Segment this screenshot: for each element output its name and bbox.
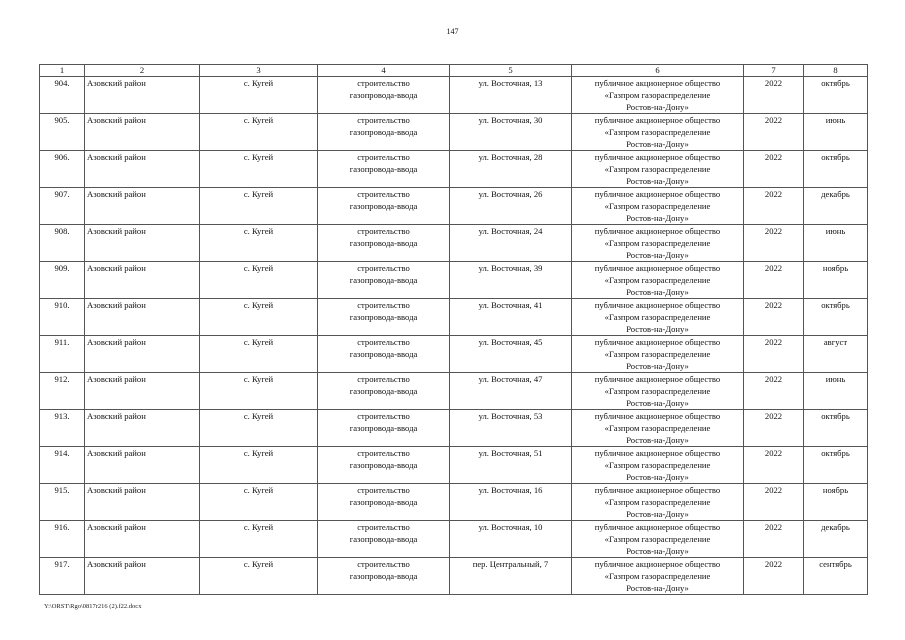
organization-cell-line: «Газпром газораспределение	[604, 571, 711, 581]
address-cell: ул. Восточная, 47	[450, 373, 572, 410]
month-cell: декабрь	[804, 521, 868, 558]
settlement-cell: с. Кугей	[200, 484, 318, 521]
work-type-cell	[318, 151, 450, 188]
address-cell: пер. Центральный, 7	[450, 558, 572, 595]
table-row	[40, 151, 868, 188]
settlement-cell: с. Кугей	[200, 262, 318, 299]
organization-cell-line: «Газпром газораспределение	[604, 497, 711, 507]
year-cell: 2022	[744, 410, 804, 447]
organization-cell	[572, 373, 744, 410]
organization-cell-line: публичное акционерное общество	[594, 300, 721, 310]
organization-cell-line: Ростов-на-Дону»	[626, 176, 689, 186]
work-type-cell	[318, 77, 450, 114]
register-table	[39, 64, 868, 595]
district-cell: Азовский район	[85, 225, 200, 262]
work-type-cell-line: газопровода-ввода	[349, 164, 418, 174]
organization-cell-line: публичное акционерное общество	[594, 411, 721, 421]
organization-cell	[572, 336, 744, 373]
organization-cell-line: Ростов-на-Дону»	[626, 324, 689, 334]
district-cell: Азовский район	[85, 373, 200, 410]
address-cell: ул. Восточная, 28	[450, 151, 572, 188]
organization-cell-line: «Газпром газораспределение	[604, 312, 711, 322]
address-cell: ул. Восточная, 13	[450, 77, 572, 114]
year-cell: 2022	[744, 521, 804, 558]
year-cell: 2022	[744, 225, 804, 262]
district-cell: Азовский район	[85, 114, 200, 151]
table-row	[40, 447, 868, 484]
organization-cell-line: «Газпром газораспределение	[604, 90, 711, 100]
footer-file-path: Y:\ORST\Rgo\0817r216 (2).f22.docx	[44, 603, 142, 610]
address-cell: ул. Восточная, 26	[450, 188, 572, 225]
organization-cell-line: Ростов-на-Дону»	[626, 361, 689, 371]
table-row	[40, 77, 868, 114]
settlement-cell: с. Кугей	[200, 558, 318, 595]
work-type-cell-line: газопровода-ввода	[349, 423, 418, 433]
settlement-cell: с. Кугей	[200, 336, 318, 373]
work-type-cell	[318, 558, 450, 595]
work-type-cell	[318, 299, 450, 336]
work-type-cell-line: строительство	[357, 226, 410, 236]
year-cell: 2022	[744, 151, 804, 188]
organization-cell-line: публичное акционерное общество	[594, 448, 721, 458]
organization-cell-line: «Газпром газораспределение	[604, 201, 711, 211]
address-cell: ул. Восточная, 45	[450, 336, 572, 373]
row-number: 912.	[40, 373, 85, 410]
district-cell: Азовский район	[85, 410, 200, 447]
month-cell: декабрь	[804, 188, 868, 225]
work-type-cell	[318, 373, 450, 410]
column-header-6: 6	[572, 65, 744, 77]
work-type-cell-line: газопровода-ввода	[349, 460, 418, 470]
organization-cell-line: Ростов-на-Дону»	[626, 139, 689, 149]
table-row	[40, 521, 868, 558]
organization-cell	[572, 447, 744, 484]
work-type-cell	[318, 410, 450, 447]
organization-cell	[572, 558, 744, 595]
work-type-cell-line: газопровода-ввода	[349, 275, 418, 285]
year-cell: 2022	[744, 188, 804, 225]
organization-cell-line: Ростов-на-Дону»	[626, 546, 689, 556]
organization-cell-line: Ростов-на-Дону»	[626, 509, 689, 519]
year-cell: 2022	[744, 558, 804, 595]
row-number: 913.	[40, 410, 85, 447]
table-body	[40, 77, 868, 595]
organization-cell-line: «Газпром газораспределение	[604, 127, 711, 137]
work-type-cell	[318, 225, 450, 262]
organization-cell-line: публичное акционерное общество	[594, 374, 721, 384]
row-number: 910.	[40, 299, 85, 336]
row-number: 915.	[40, 484, 85, 521]
month-cell: октябрь	[804, 151, 868, 188]
organization-cell-line: Ростов-на-Дону»	[626, 102, 689, 112]
work-type-cell-line: газопровода-ввода	[349, 571, 418, 581]
organization-cell-line: публичное акционерное общество	[594, 189, 721, 199]
page-number: 147	[446, 27, 459, 36]
row-number: 914.	[40, 447, 85, 484]
address-cell: ул. Восточная, 10	[450, 521, 572, 558]
organization-cell	[572, 151, 744, 188]
organization-cell	[572, 410, 744, 447]
address-cell: ул. Восточная, 24	[450, 225, 572, 262]
organization-cell-line: публичное акционерное общество	[594, 263, 721, 273]
district-cell: Азовский район	[85, 188, 200, 225]
month-cell: июнь	[804, 225, 868, 262]
work-type-cell-line: газопровода-ввода	[349, 127, 418, 137]
column-header-3: 3	[200, 65, 318, 77]
organization-cell-line: «Газпром газораспределение	[604, 423, 711, 433]
row-number: 906.	[40, 151, 85, 188]
work-type-cell-line: строительство	[357, 300, 410, 310]
month-cell: октябрь	[804, 410, 868, 447]
work-type-cell-line: газопровода-ввода	[349, 497, 418, 507]
column-header-4: 4	[318, 65, 450, 77]
district-cell: Азовский район	[85, 336, 200, 373]
settlement-cell: с. Кугей	[200, 299, 318, 336]
year-cell: 2022	[744, 336, 804, 373]
work-type-cell-line: строительство	[357, 522, 410, 532]
year-cell: 2022	[744, 484, 804, 521]
organization-cell	[572, 225, 744, 262]
organization-cell-line: «Газпром газораспределение	[604, 460, 711, 470]
work-type-cell	[318, 188, 450, 225]
organization-cell-line: публичное акционерное общество	[594, 559, 721, 569]
year-cell: 2022	[744, 373, 804, 410]
work-type-cell-line: газопровода-ввода	[349, 238, 418, 248]
district-cell: Азовский район	[85, 262, 200, 299]
work-type-cell-line: строительство	[357, 411, 410, 421]
work-type-cell-line: строительство	[357, 263, 410, 273]
year-cell: 2022	[744, 262, 804, 299]
organization-cell-line: «Газпром газораспределение	[604, 238, 711, 248]
work-type-cell-line: строительство	[357, 374, 410, 384]
table-row	[40, 410, 868, 447]
organization-cell	[572, 299, 744, 336]
year-cell: 2022	[744, 77, 804, 114]
organization-cell-line: публичное акционерное общество	[594, 78, 721, 88]
row-number: 909.	[40, 262, 85, 299]
district-cell: Азовский район	[85, 447, 200, 484]
settlement-cell: с. Кугей	[200, 447, 318, 484]
organization-cell	[572, 77, 744, 114]
month-cell: июнь	[804, 114, 868, 151]
settlement-cell: с. Кугей	[200, 151, 318, 188]
district-cell: Азовский район	[85, 299, 200, 336]
work-type-cell-line: строительство	[357, 337, 410, 347]
row-number: 916.	[40, 521, 85, 558]
work-type-cell-line: газопровода-ввода	[349, 201, 418, 211]
district-cell: Азовский район	[85, 558, 200, 595]
organization-cell	[572, 484, 744, 521]
organization-cell-line: Ростов-на-Дону»	[626, 398, 689, 408]
table-row	[40, 373, 868, 410]
organization-cell-line: «Газпром газораспределение	[604, 534, 711, 544]
organization-cell-line: Ростов-на-Дону»	[626, 435, 689, 445]
organization-cell-line: публичное акционерное общество	[594, 522, 721, 532]
year-cell: 2022	[744, 299, 804, 336]
table-row	[40, 225, 868, 262]
organization-cell-line: «Газпром газораспределение	[604, 275, 711, 285]
organization-cell-line: Ростов-на-Дону»	[626, 250, 689, 260]
organization-cell	[572, 521, 744, 558]
settlement-cell: с. Кугей	[200, 410, 318, 447]
column-header-5: 5	[450, 65, 572, 77]
table-row	[40, 114, 868, 151]
row-number: 908.	[40, 225, 85, 262]
district-cell: Азовский район	[85, 151, 200, 188]
month-cell: ноябрь	[804, 484, 868, 521]
organization-cell-line: публичное акционерное общество	[594, 337, 721, 347]
district-cell: Азовский район	[85, 484, 200, 521]
work-type-cell-line: газопровода-ввода	[349, 312, 418, 322]
work-type-cell	[318, 336, 450, 373]
work-type-cell-line: строительство	[357, 559, 410, 569]
organization-cell-line: «Газпром газораспределение	[604, 164, 711, 174]
district-cell: Азовский район	[85, 77, 200, 114]
work-type-cell-line: строительство	[357, 485, 410, 495]
column-header-8: 8	[804, 65, 868, 77]
work-type-cell-line: газопровода-ввода	[349, 349, 418, 359]
month-cell: октябрь	[804, 77, 868, 114]
settlement-cell: с. Кугей	[200, 225, 318, 262]
organization-cell-line: Ростов-на-Дону»	[626, 472, 689, 482]
address-cell: ул. Восточная, 51	[450, 447, 572, 484]
work-type-cell-line: строительство	[357, 448, 410, 458]
column-header-7: 7	[744, 65, 804, 77]
year-cell: 2022	[744, 447, 804, 484]
settlement-cell: с. Кугей	[200, 188, 318, 225]
settlement-cell: с. Кугей	[200, 521, 318, 558]
work-type-cell-line: строительство	[357, 115, 410, 125]
settlement-cell: с. Кугей	[200, 77, 318, 114]
district-cell: Азовский район	[85, 521, 200, 558]
row-number: 904.	[40, 77, 85, 114]
row-number: 911.	[40, 336, 85, 373]
table-row	[40, 188, 868, 225]
column-header-1: 1	[40, 65, 85, 77]
work-type-cell	[318, 447, 450, 484]
row-number: 917.	[40, 558, 85, 595]
month-cell: октябрь	[804, 447, 868, 484]
work-type-cell-line: строительство	[357, 189, 410, 199]
organization-cell-line: Ростов-на-Дону»	[626, 287, 689, 297]
organization-cell	[572, 262, 744, 299]
settlement-cell: с. Кугей	[200, 114, 318, 151]
month-cell: октябрь	[804, 299, 868, 336]
work-type-cell-line: газопровода-ввода	[349, 90, 418, 100]
table-row	[40, 484, 868, 521]
month-cell: ноябрь	[804, 262, 868, 299]
organization-cell	[572, 188, 744, 225]
table-row	[40, 336, 868, 373]
month-cell: сентябрь	[804, 558, 868, 595]
organization-cell-line: «Газпром газораспределение	[604, 386, 711, 396]
month-cell: август	[804, 336, 868, 373]
address-cell: ул. Восточная, 39	[450, 262, 572, 299]
organization-cell-line: «Газпром газораспределение	[604, 349, 711, 359]
address-cell: ул. Восточная, 53	[450, 410, 572, 447]
month-cell: июнь	[804, 373, 868, 410]
row-number: 907.	[40, 188, 85, 225]
work-type-cell	[318, 521, 450, 558]
organization-cell-line: публичное акционерное общество	[594, 485, 721, 495]
row-number: 905.	[40, 114, 85, 151]
address-cell: ул. Восточная, 16	[450, 484, 572, 521]
table-header	[40, 65, 868, 77]
work-type-cell-line: строительство	[357, 152, 410, 162]
work-type-cell-line: газопровода-ввода	[349, 534, 418, 544]
address-cell: ул. Восточная, 30	[450, 114, 572, 151]
organization-cell-line: Ростов-на-Дону»	[626, 583, 689, 593]
address-cell: ул. Восточная, 41	[450, 299, 572, 336]
organization-cell-line: публичное акционерное общество	[594, 226, 721, 236]
work-type-cell	[318, 262, 450, 299]
header-row	[40, 65, 868, 77]
work-type-cell	[318, 484, 450, 521]
work-type-cell-line: газопровода-ввода	[349, 386, 418, 396]
table-row	[40, 262, 868, 299]
work-type-cell-line: строительство	[357, 78, 410, 88]
work-type-cell	[318, 114, 450, 151]
settlement-cell: с. Кугей	[200, 373, 318, 410]
table-row	[40, 299, 868, 336]
year-cell: 2022	[744, 114, 804, 151]
organization-cell-line: публичное акционерное общество	[594, 152, 721, 162]
table-row	[40, 558, 868, 595]
column-header-2: 2	[85, 65, 200, 77]
organization-cell-line: Ростов-на-Дону»	[626, 213, 689, 223]
organization-cell-line: публичное акционерное общество	[594, 115, 721, 125]
organization-cell	[572, 114, 744, 151]
